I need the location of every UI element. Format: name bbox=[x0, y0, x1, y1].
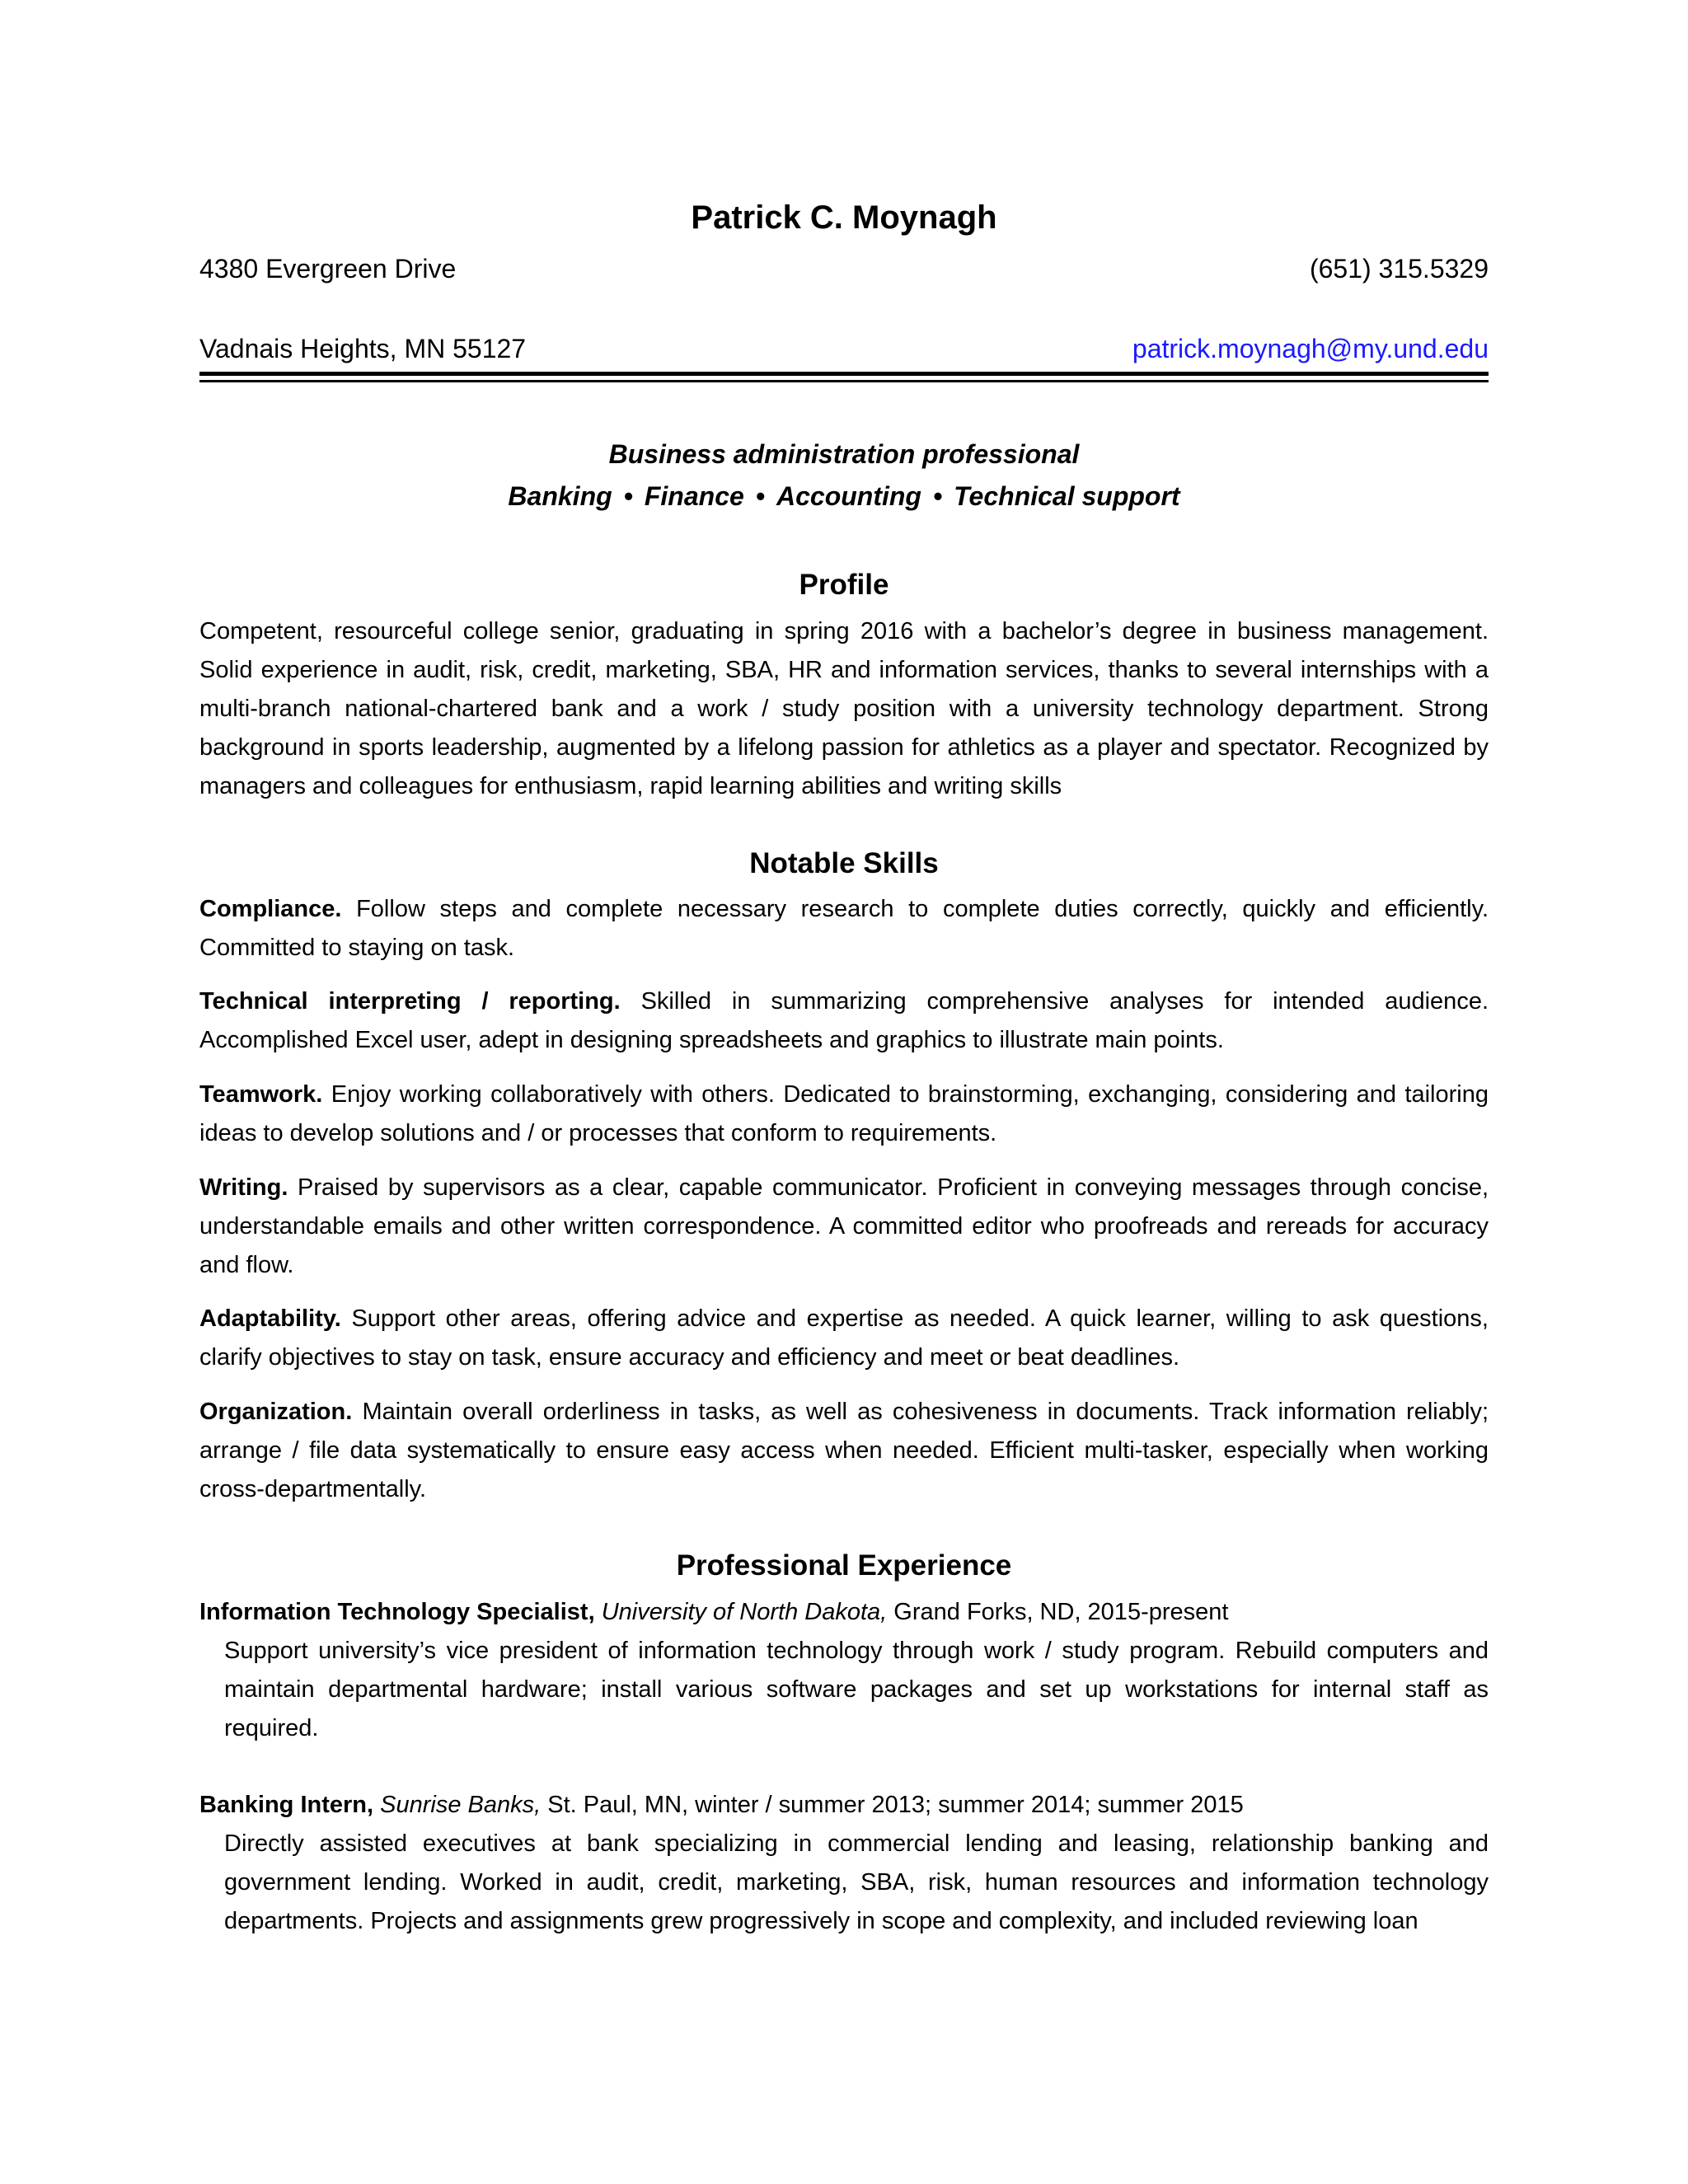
skill-title: Technical interpreting / reporting. bbox=[199, 988, 621, 1015]
skill-text: Follow steps and complete necessary research to complete duties correctly, quickly and efficiently. Committed to staying on task. bbox=[199, 896, 1489, 961]
skill-text: Enjoy working collaboratively with others. Dedicated to brainstorming, exchanging, considering and tailoring ideas to develop solutions and / or processes that conform to requirements. bbox=[199, 1081, 1489, 1146]
header-divider-thin bbox=[199, 380, 1489, 382]
candidate-name: Patrick C. Moynagh bbox=[691, 199, 997, 236]
skill-title: Organization. bbox=[199, 1399, 353, 1425]
email-link[interactable]: patrick.moynagh@my.und.edu bbox=[1132, 334, 1489, 363]
skill-item bbox=[199, 1300, 1489, 1377]
contact-row-1 bbox=[199, 254, 1489, 284]
job-title: Information Technology Specialist, bbox=[199, 1599, 595, 1625]
profile-heading: Profile bbox=[799, 569, 889, 601]
bullet-separator: • bbox=[623, 481, 633, 511]
job-details: St. Paul, MN, winter / summer 2013; summer 2014; summer 2015 bbox=[547, 1792, 1244, 1818]
bullet-separator: • bbox=[755, 481, 765, 511]
skill-text: Maintain overall orderliness in tasks, as well as cohesiveness in documents. Track information reliably; arrange / file data systematically to ensure easy access when needed. Efficient multi-tasker, especially when working cross-departmentally. bbox=[199, 1399, 1489, 1502]
job-description: Directly assisted executives at bank specializing in commercial lending and leasing, relationship banking and government lending. Worked in audit, credit, marketing, SBA, risk, human resources and information technology departments. Projects and assignments grew progressively in scope and complexity, and included reviewing loan bbox=[224, 1830, 1489, 1934]
skill-item bbox=[199, 982, 1489, 1060]
focus-area: Accounting bbox=[776, 481, 921, 511]
job-employer: University of North Dakota, bbox=[601, 1599, 888, 1625]
focus-areas bbox=[199, 481, 1489, 512]
skill-item bbox=[199, 1076, 1489, 1153]
skill-text: Skilled in summarizing comprehensive analyses for intended audience. Accomplished Excel user, adept in designing spreadsheets and graphics to illustrate main points. bbox=[199, 988, 1489, 1053]
experience-heading: Professional Experience bbox=[676, 1549, 1012, 1582]
focus-area: Finance bbox=[644, 481, 744, 511]
job-employer: Sunrise Banks, bbox=[380, 1792, 542, 1818]
job-heading bbox=[199, 1786, 1489, 1825]
skill-item bbox=[199, 890, 1489, 968]
address-line-1: 4380 Evergreen Drive bbox=[199, 254, 457, 284]
skill-item bbox=[199, 1169, 1489, 1285]
skill-item bbox=[199, 1393, 1489, 1509]
phone-number: (651) 315.5329 bbox=[1309, 254, 1489, 284]
job-heading bbox=[199, 1593, 1489, 1632]
skill-text: Support other areas, offering advice and expertise as needed. A quick learner, willing to ask questions, clarify objectives to stay on task, ensure accuracy and efficiency and meet or beat deadlines. bbox=[199, 1305, 1489, 1371]
skill-title: Compliance. bbox=[199, 896, 342, 922]
bullet-separator: • bbox=[932, 481, 943, 511]
skill-title: Writing. bbox=[199, 1174, 288, 1201]
focus-area: Technical support bbox=[954, 481, 1180, 511]
contact-row-2 bbox=[199, 334, 1489, 364]
skills-heading: Notable Skills bbox=[749, 847, 939, 879]
header-divider-thick bbox=[199, 372, 1489, 376]
job-description: Support university’s vice president of information technology through work / study program. Rebuild computers and maintain departmental hardware; install various software packages and set up workstations for internal staff as required. bbox=[224, 1638, 1489, 1741]
skill-title: Adaptability. bbox=[199, 1305, 341, 1332]
skill-text: Praised by supervisors as a clear, capable communicator. Proficient in conveying messages through concise, understandable emails and other written correspondence. A committed editor who proofreads and rereads for accuracy and flow. bbox=[199, 1174, 1489, 1278]
job-details: Grand Forks, ND, 2015-present bbox=[893, 1599, 1229, 1625]
skill-title: Teamwork. bbox=[199, 1081, 323, 1108]
job-title: Banking Intern, bbox=[199, 1792, 374, 1818]
focus-area: Banking bbox=[508, 481, 612, 511]
address-line-2: Vadnais Heights, MN 55127 bbox=[199, 334, 527, 363]
professional-title: Business administration professional bbox=[608, 439, 1080, 469]
profile-text: Competent, resourceful college senior, graduating in spring 2016 with a bachelor’s degree in business management. Solid experience in audit, risk, credit, marketing, SBA, HR and information services, thanks to several internships with a multi-branch national-chartered bank and a work / study position with a university technology department. Strong background in sports leadership, augmented by a lifelong passion for athletics as a player and spectator. Recognized by managers and colleagues for enthusiasm, rapid learning abilities and writing skills bbox=[199, 618, 1489, 799]
